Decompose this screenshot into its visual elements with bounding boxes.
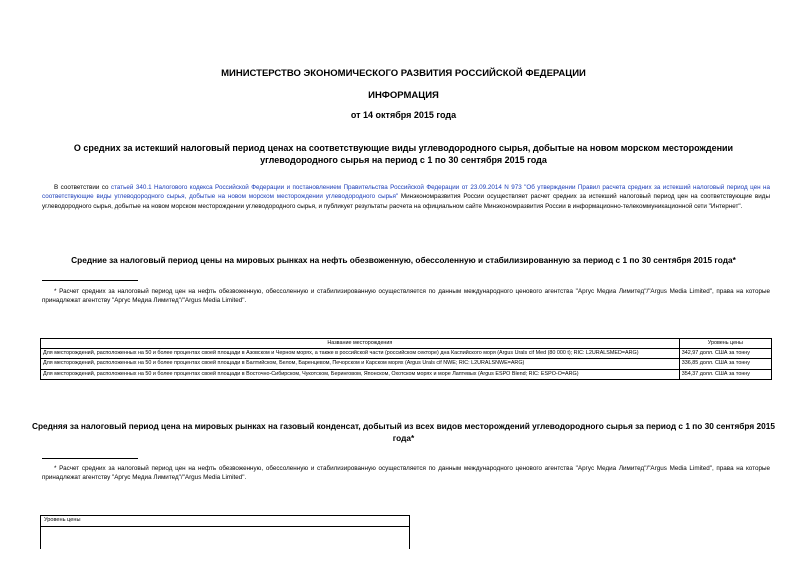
column-header-field-name: Название месторождения [41,339,680,349]
field-name-cell: Для месторождений, расположенных на 50 и более процентах своей площади в Азовском и Черном морях, а также в российской части (российском секторе) дна Каспийского моря (Argus Urals cif Med (80 000 t); RIC: L2URALSMED=ARG) [41,349,680,359]
condensate-price-table [40,515,410,549]
intro-paragraph [42,183,770,211]
price-cell [41,527,410,550]
price-cell: 342,97 долл. США за тонну [679,349,771,359]
footnote-divider [42,280,138,281]
condensate-footnote: * Расчет средних за налоговый период цен на нефть обезвоженную, обессоленную и стабилизированную осуществляется по данным международного ценового агентства "Аргус Медиа Лимитед"/"Argus Media Limited", права на которые принадлежат агентству "Аргус Медиа Лимитед"/"Argus Media Limited". [42,465,770,482]
field-name-cell: Для месторождений, расположенных на 50 и более процентах своей площади в Балтийском, Белом, Баренцевом, Печорском и Карском морях (Argus Urals cif NWE; RIC: L2URALSNWE=ARG) [41,359,680,369]
table-row [41,349,772,359]
legal-reference-link[interactable]: статьей 340.1 Налогового кодекса Российской Федерации и постановлением Правительства Российской Федерации от 23.09.2014 N 973 "Об утверждении Правил расчета средних за истекший налоговый период цен на соответствующие виды углеводородного сырья, добытые на новом морском месторождении углеводородного сырья" [42,184,770,201]
oil-price-table [40,338,772,380]
table-header-row [41,516,410,527]
table-row [41,369,772,379]
info-heading: ИНФОРМАЦИЯ [368,90,439,101]
price-cell: 354,37 долл. США за тонну [679,369,771,379]
price-cell: 336,85 долл. США за тонну [679,359,771,369]
document-date: от 14 октября 2015 года [350,110,457,120]
intro-tail: Минэкономразвития России осуществляет расчет средних за истекший налоговый период цен на соответствующие виды углеводородного сырья, добытые на новом морском месторождении углеводородного сырья, и публикует результаты расчета на официальном сайте Минэкономразвития России в информационно-телекоммуникационной сети "Интернет". [42,193,770,210]
ministry-heading: МИНИСТЕРСТВО ЭКОНОМИЧЕСКОГО РАЗВИТИЯ РОССИЙСКОЙ ФЕДЕРАЦИИ [221,68,586,79]
field-name-cell: Для месторождений, расположенных на 50 и более процентах своей площади в Восточно-Сибирском, Чукотском, Беринговом, Японском, Охотском морях и море Лаптевых (Argus ESPO Blend; RIC: ESPO-O=ARG) [41,369,680,379]
document-title: О средних за истекший налоговый период ценах на соответствующие виды углеводородного сырья, добытые на новом морском месторождении углеводородного сырья на период с 1 по 30 сентября 2015 года [73,143,734,165]
column-header-price: Уровень цены [679,339,771,349]
condensate-section-title: Средняя за налоговый период цена на мировых рынках на газовый конденсат, добытый из всех видов месторождений углеводородного сырья за период с 1 по 30 сентября 2015 года* [31,421,775,443]
column-header-price: Уровень цены [41,516,410,527]
table-row [41,527,410,550]
table-header-row [41,339,772,349]
table-row [41,359,772,369]
intro-lead: В соответствии со [54,184,111,191]
oil-footnote: * Расчет средних за налоговый период цен на нефть обезвоженную, обессоленную и стабилизированную осуществляется по данным международного ценового агентства "Аргус Медиа Лимитед"/"Argus Media Limited", права на которые принадлежат агентству "Аргус Медиа Лимитед"/"Argus Media Limited". [42,288,770,305]
footnote-divider [42,458,138,459]
oil-section-title: Средние за налоговый период цены на мировых рынках на нефть обезвоженную, обессоленную и стабилизированную за период с 1 по 30 сентября 2015 года* [71,255,736,265]
